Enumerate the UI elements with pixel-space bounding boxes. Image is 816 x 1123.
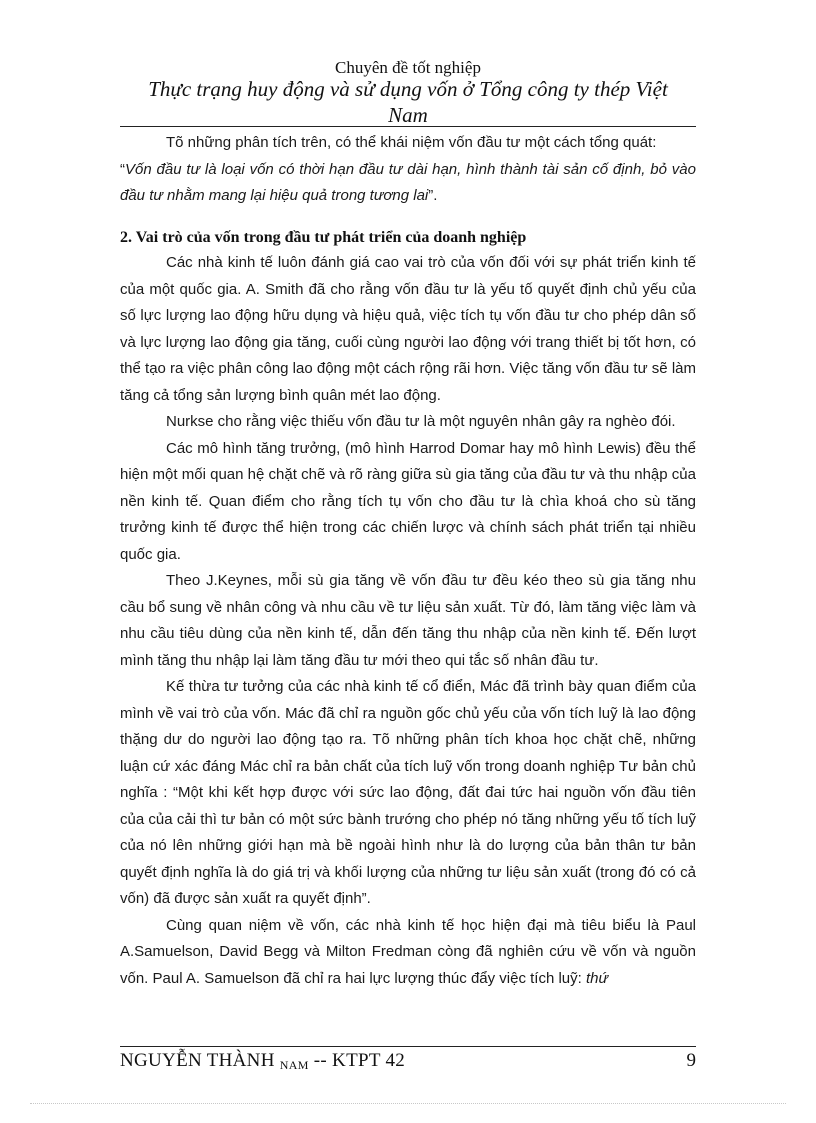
intro-lead: Tõ những phân tích trên, có thể khái niệm vốn đầu tư một cách tổng quát: — [166, 134, 657, 151]
section-body — [120, 250, 696, 992]
body-paragraph-3: Các mô hình tăng trưởng, (mô hình Harrod Domar hay mô hình Lewis) đều thể hiện một mối quan hệ chặt chẽ và rõ ràng giữa sù gia tăng của đầu tư và thu nhập của nền kinh tế. Quan điểm cho rằng tích tụ vốn cho đầu tư là chìa khoá cho sù tăng trưởng kinh tế được thể hiện trong các chiến lược và chính sách phát triển tại nhiều quốc gia. — [120, 439, 696, 563]
header-title-line-1: Thực trạng huy động và sử dụng vốn ở Tổng công ty thép Việt — [148, 77, 668, 101]
body-paragraph-4: Theo J.Keynes, mỗi sù gia tăng về vốn đầu tư đều kéo theo sù gia tăng nhu cầu bổ sung về nhân công và nhu cầu về tư liệu sản xuất. Từ đó, làm tăng việc làm và nhu cầu tiêu dùng của nền kinh tế, dẫn đến tăng thu nhập của nền kinh tế. Đến lượt mình tăng thu nhập lại làm tăng đầu tư mới theo qui tắc số nhân đầu tư. — [120, 572, 696, 669]
trailing-italic-word: thứ — [586, 969, 609, 987]
header-title — [0, 76, 816, 128]
intro-quote-text: Vốn đầu tư là loại vốn có thời hạn đầu tư dài hạn, hình thành tài sản cố định, bỏ vào đầu tư nhằm mang lại hiệu quả trong tương lai — [120, 160, 696, 204]
author-class: -- KTPT 42 — [313, 1050, 406, 1071]
header-divider — [120, 126, 696, 127]
header-title-line-2: Nam — [388, 103, 428, 127]
section-heading: 2. Vai trò của vốn trong đầu tư phát triển của doanh nghiệp — [120, 229, 527, 246]
intro-quote: “Vốn đầu tư là loại vốn có thời hạn đầu tư dài hạn, hình thành tài sản cố định, bỏ vào đầu tư nhằm mang lại hiệu quả trong tương lai”. — [120, 160, 696, 204]
body-paragraph-6: Cùng quan niệm về vốn, các nhà kinh tế học hiện đại mà tiêu biểu là Paul A.Samuelson, David Begg và Milton Fredman còng đã nghiên cứu về vốn và nguồn vốn. Paul A. Samuelson đã chỉ ra hai lực lượng thúc đẩy việc tích luỹ: thứ — [120, 916, 696, 987]
footer-divider — [120, 1046, 696, 1047]
page-bottom-dotted-border — [30, 1103, 786, 1104]
footer-author — [120, 1050, 405, 1073]
body-paragraph-5: Kế thừa tư tưởng của các nhà kinh tế cổ điển, Mác đã trình bày quan điểm của mình về vai trò của vốn. Mác đã chỉ ra nguồn gốc chủ yếu của vốn tích luỹ là lao động thặng dư do người lao động tạo ra. Tõ những phân tích khoa học chặt chẽ, những luận cứ xác đáng Mác chỉ ra bản chất của tích luỹ vốn trong doanh nghiệp Tư bản chủ nghĩa : “Một khi kết hợp được với sức lao động, đất đai tức hai nguồn vốn đầu tiên của của cải thì tư bản có một sức bành trướng cho phép nó tăng những yếu tố tích luỹ của nó lên những giới hạn mà bề ngoài hình như là do lượng của bản thân tư bản quyết định nghĩa là do giá trị và khối lượng của những tư liệu sản xuất (trong đó có cả vốn) đã được sản xuất ra quyết định”. — [120, 678, 696, 907]
header-subtitle: Chuyên đề tốt nghiệp — [335, 58, 481, 77]
body-paragraph-1: Các nhà kinh tế luôn đánh giá cao vai trò của vốn đối với sự phát triển kinh tế của một quốc gia. A. Smith đã cho rằng vốn đầu tư là yếu tố quyết định chủ yếu của số lực lượng lao động hữu dụng và hiệu quả, việc tích tụ vốn đầu tư cho phép dân số và lực lượng lao động gia tăng, cuối cùng người lao động với trang thiết bị tốt hơn, có thể tạo ra việc phân công lao động một cách rộng rãi hơn. Việc tăng vốn đầu tư sẽ làm tăng cả tổng sản lượng bình quân mét lao động. — [120, 254, 696, 404]
author-name-small: NAM — [279, 1058, 309, 1072]
page-number: 9 — [686, 1050, 696, 1071]
intro-paragraph — [120, 130, 696, 210]
author-name: NGUYỄN THÀNH — [120, 1050, 275, 1071]
body-paragraph-2: Nurkse cho rằng việc thiếu vốn đầu tư là một nguyên nhân gây ra nghèo đói. — [166, 413, 676, 430]
